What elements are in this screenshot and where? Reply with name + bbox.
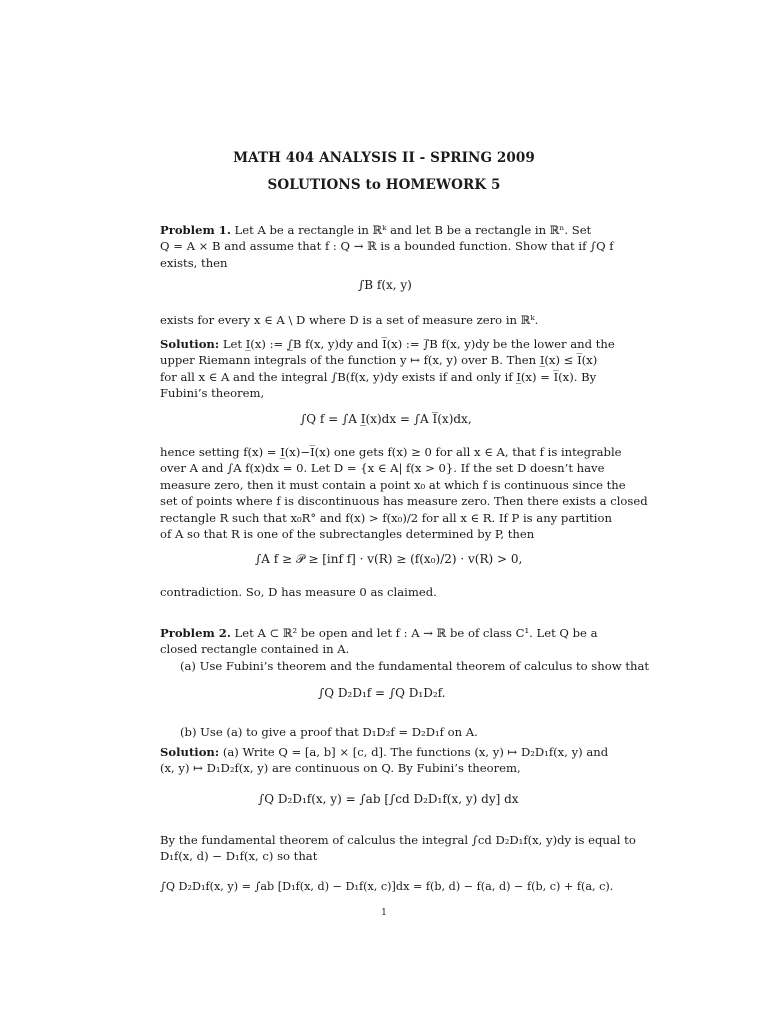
problem-2-text-line: closed rectangle contained in A. bbox=[160, 642, 350, 657]
solution-1-text-line: hence setting f(x) = I̲(x)−I̅(x) one gets f(x) ≥ 0 for all x ∈ A, that f is integrable bbox=[160, 445, 622, 459]
problem-1-text-line: Q = A × B and assume that f : Q → ℝ is a bounded function. Show that if ∫Q f bbox=[160, 239, 614, 254]
document-title: MATH 404 ANALYSIS II - SPRING 2009 bbox=[233, 150, 535, 166]
document-subtitle: SOLUTIONS to HOMEWORK 5 bbox=[267, 177, 501, 193]
problem-1-text-line: exists for every x ∈ A \ D where D is a set of measure zero in ℝᵏ. bbox=[160, 313, 539, 327]
contradiction-display-inequality: ∫A f ≥ 𝒫 ≥ [inf f] · v(R) ≥ (f(x₀)/2) · v(R) > 0, bbox=[255, 552, 523, 566]
problem-2-parts bbox=[160, 724, 610, 740]
problem-1-statement-end bbox=[160, 312, 610, 328]
problem-2-part-a: (a) Use Fubini’s theorem and the fundamental theorem of calculus to show that bbox=[180, 658, 650, 673]
problem-1-solution-cont bbox=[160, 444, 648, 542]
problem-2-solution-cont bbox=[160, 832, 636, 865]
problem-1-statement bbox=[160, 222, 614, 271]
solution-1-text-line: set of points where f is discontinuous has measure zero. Then there exists a closed bbox=[160, 494, 648, 509]
problem-2-statement bbox=[160, 625, 650, 674]
solution-1-label: Solution: bbox=[160, 337, 220, 351]
problem-1-text-line: exists, then bbox=[160, 255, 228, 270]
solution-1-text-line: measure zero, then it must contain a point x₀ at which f is continuous since the bbox=[160, 477, 626, 492]
problem-1-display-integral: ∫B f(x, y) bbox=[358, 278, 412, 292]
solution-1-text-line: upper Riemann integrals of the function y ↦ f(x, y) over B. Then I̲(x) ≤ I̅(x) bbox=[160, 353, 598, 368]
problem-2-label: Problem 2. bbox=[160, 626, 231, 640]
solution-1-text-line: Let I̲(x) := ∫̲B f(x, y)dy and I̅(x) := ∫̅B f(x, y)dy be the lower and the bbox=[222, 337, 615, 351]
solution-1-text-line: for all x ∈ A and the integral ∫B(f(x, y)dy exists if and only if I̲(x) = I̅(x). By bbox=[160, 369, 597, 384]
solution-1-text-line: contradiction. So, D has measure 0 as claimed. bbox=[160, 585, 437, 599]
ftc-display-equation: ∫Q D₂D₁f(x, y) = ∫ab [D₁f(x, d) − D₁f(x, c)]dx = f(b, d) − f(a, d) − f(b, c) + f(a, c). bbox=[160, 880, 614, 893]
problem-2-part-b: (b) Use (a) to give a proof that D₁D₂f = D₂D₁f on A. bbox=[180, 725, 478, 739]
solution-1-text-line: rectangle R such that x₀R° and f(x) > f(x₀)/2 for all x ∈ R. If P is any partition bbox=[160, 510, 612, 525]
solution-1-text-line: Fubini’s theorem, bbox=[160, 386, 265, 401]
problem-1-conclusion bbox=[160, 584, 610, 600]
problem-1-text-line: Let A be a rectangle in ℝᵏ and let B be a rectangle in ℝⁿ. Set bbox=[234, 223, 592, 237]
solution-2-text-line: D₁f(x, d) − D₁f(x, c) so that bbox=[160, 849, 318, 864]
problem-2-text-line: Let A ⊂ ℝ² be open and let f : A → ℝ be of class C¹. Let Q be a bbox=[234, 626, 598, 640]
solution-2-text-line: By the fundamental theorem of calculus the integral ∫cd D₂D₁f(x, y)dy is equal to bbox=[160, 833, 636, 847]
page-number: 1 bbox=[381, 908, 387, 918]
problem-2-solution bbox=[160, 744, 610, 777]
solution-1-text-line: of A so that R is one of the subrectangles determined by P, then bbox=[160, 527, 535, 542]
problem-1-label: Problem 1. bbox=[160, 223, 231, 237]
mixed-partials-display-equation: ∫Q D₂D₁f = ∫Q D₁D₂f. bbox=[318, 686, 446, 700]
solution-2-label: Solution: bbox=[160, 745, 220, 759]
solution-2-text-line: (x, y) ↦ D₁D₂f(x, y) are continuous on Q. By Fubini’s theorem, bbox=[160, 761, 521, 776]
fubini-display-equation: ∫Q f = ∫A I̲(x)dx = ∫A I̅(x)dx, bbox=[300, 412, 472, 426]
solution-1-text-line: over A and ∫A f(x)dx = 0. Let D = {x ∈ A| f(x > 0}. If the set D doesn’t have bbox=[160, 461, 605, 476]
problem-1-solution bbox=[160, 336, 615, 402]
solution-2-text-line: (a) Write Q = [a, b] × [c, d]. The functions (x, y) ↦ D₂D₁f(x, y) and bbox=[222, 745, 609, 759]
fubini-iterated-display-equation: ∫Q D₂D₁f(x, y) = ∫ab [∫cd D₂D₁f(x, y) dy] dx bbox=[258, 792, 519, 806]
